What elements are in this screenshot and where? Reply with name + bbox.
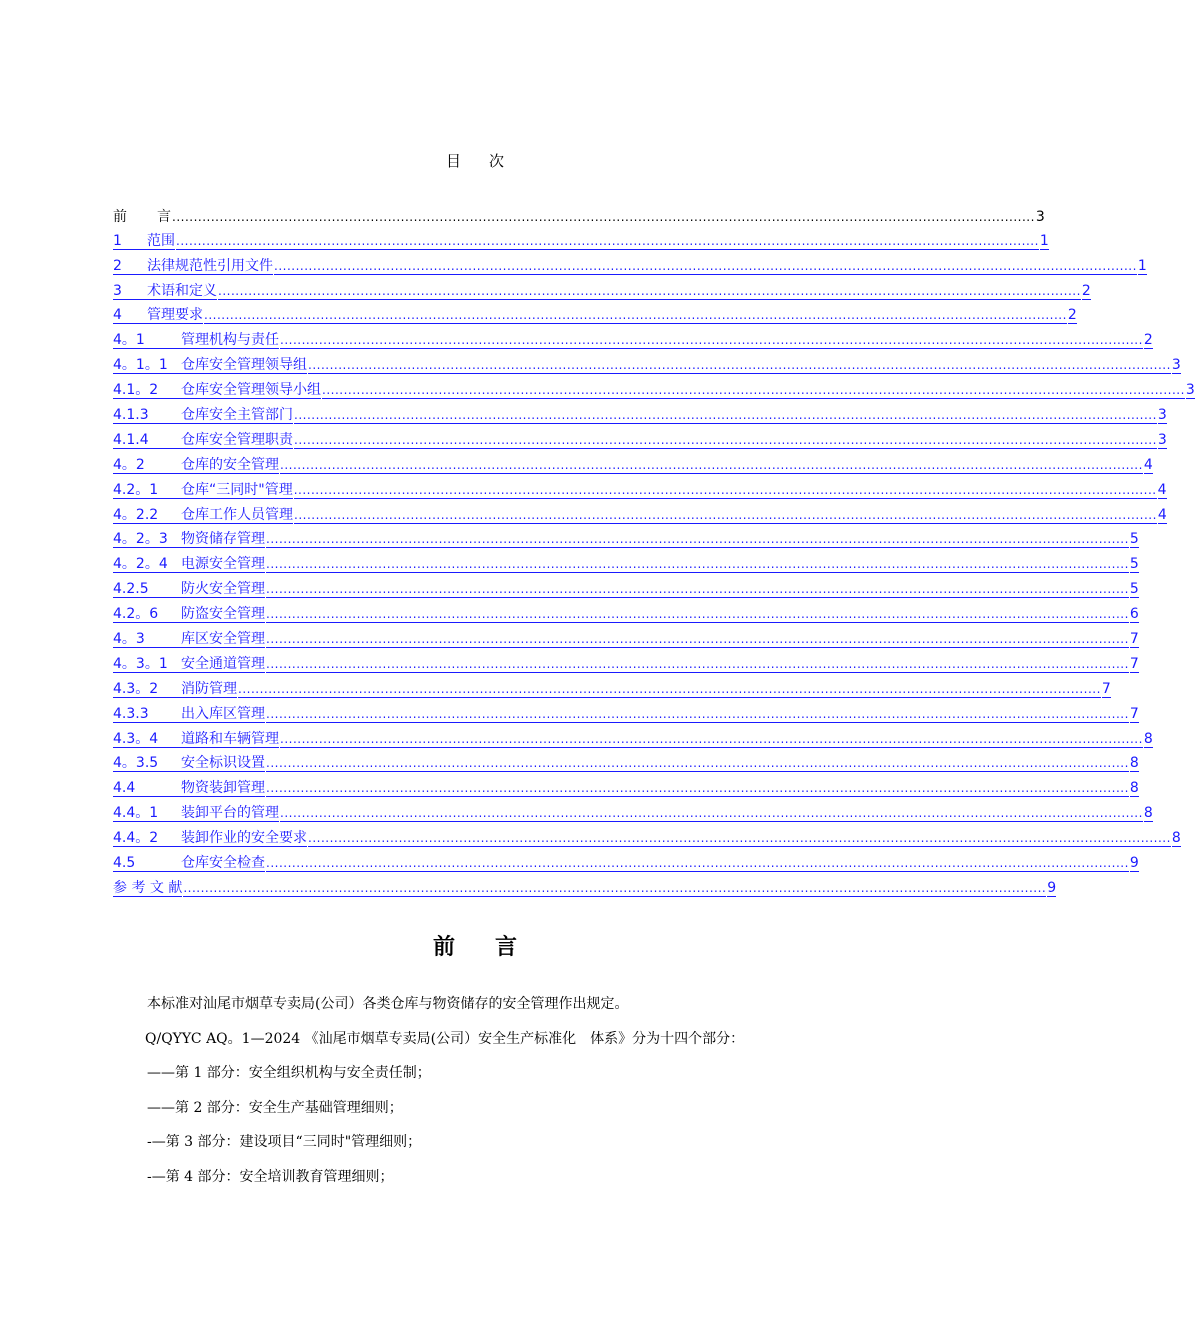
toc-dot-leader: ........................................................................................................................................................................................................ xyxy=(266,656,1129,671)
toc-entry-title: 仓库安全管理领导组 xyxy=(181,357,307,374)
toc-entry-title: 库区安全管理 xyxy=(181,631,265,648)
toc-entry-title: 防盗安全管理 xyxy=(181,606,265,623)
toc-entry[interactable] xyxy=(113,324,1153,349)
toc-dot-leader: ........................................................................................................................................................................................................ xyxy=(293,482,1157,497)
toc-entry-page: 4 xyxy=(1143,456,1153,473)
toc-entry-page: 4 xyxy=(1157,506,1167,523)
toc-entry-page: 7 xyxy=(1129,655,1139,672)
toc-dot-leader: ........................................................................................................................................................................................................ xyxy=(274,258,1137,273)
toc-entry[interactable] xyxy=(113,822,1181,847)
toc-dot-leader: ........................................................................................................................................................................................................ xyxy=(308,358,1171,373)
toc-entry-number: 4.3.3 xyxy=(113,705,149,722)
toc-entry-number: 前 xyxy=(113,208,127,225)
toc-entry-title: 仓库的安全管理 xyxy=(181,456,279,473)
toc-entry-title: 出入库区管理 xyxy=(181,705,265,722)
toc-entry-number: 4.2.5 xyxy=(113,581,149,598)
toc-entry-number: 3 xyxy=(113,282,122,299)
foreword-paragraph: ——第 2 部分：安全生产基础管理细则； xyxy=(147,1099,403,1116)
toc-entry-title: 道路和车辆管理 xyxy=(181,730,279,747)
toc-entry-number: 4.2。1 xyxy=(113,481,159,498)
toc-entry-label xyxy=(113,382,321,399)
toc-entry-label xyxy=(113,606,265,623)
toc-entry[interactable] xyxy=(113,250,1147,275)
foreword-paragraph: 本标准对汕尾市烟草专卖局(公司）各类仓库与物资储存的安全管理作出规定。 xyxy=(147,996,629,1012)
toc-entry-title: 管理机构与责任 xyxy=(181,332,279,349)
toc-dot-leader: ........................................................................................................................................................................................................ xyxy=(294,507,1157,522)
toc-entry-title: 仓库工作人员管理 xyxy=(181,506,293,523)
toc-dot-leader: ........................................................................................................................................................................................................ xyxy=(218,283,1081,298)
toc-entry-title: 仓库“三同时"管理 xyxy=(181,481,293,498)
toc-dot-leader: ........................................................................................................................................................................................................ xyxy=(294,408,1157,423)
toc-entry-page: 8 xyxy=(1171,830,1181,847)
toc-dot-leader: ........................................................................................................................................................................................................ xyxy=(322,383,1185,398)
toc-entry-title: 物资装卸管理 xyxy=(181,780,265,797)
toc-entry-page: 7 xyxy=(1129,705,1139,722)
toc-entry-number: 4。1 xyxy=(113,332,145,349)
toc-entry-label xyxy=(113,731,279,748)
toc-entry-number: 4。2。3 xyxy=(113,531,168,548)
foreword-paragraph: -—第 3 部分：建设项目“三同时"管理细则； xyxy=(147,1134,422,1150)
foreword-paragraph: -—第 4 部分：安全培训教育管理细则； xyxy=(147,1168,394,1185)
toc-dot-leader: ........................................................................................................................................................................................................ xyxy=(176,233,1039,248)
toc-entry-number: 4.1。2 xyxy=(113,382,159,399)
toc-entry[interactable] xyxy=(113,623,1139,648)
toc-entry-page: 7 xyxy=(1101,680,1111,697)
toc-entry-number: 4.3。2 xyxy=(113,680,159,697)
foreword-heading-char-2: 言 xyxy=(495,934,518,960)
toc-dot-leader: ........................................................................................................................................................................................................ xyxy=(204,308,1067,323)
toc-entry-label xyxy=(113,507,293,524)
toc-entry-page: 7 xyxy=(1129,631,1139,648)
toc-entry-page: 3 xyxy=(1035,208,1045,225)
toc-entry-page: 5 xyxy=(1129,531,1139,548)
toc-entry-page: 9 xyxy=(1129,855,1139,872)
toc-entry[interactable] xyxy=(113,524,1139,549)
toc-entry-label xyxy=(113,332,279,349)
foreword-heading xyxy=(0,930,950,961)
toc-entry xyxy=(113,200,1045,225)
toc-dot-leader: ........................................................................................................................................................................................................ xyxy=(183,880,1047,895)
toc-dot-leader: ........................................................................................................................................................................................................ xyxy=(172,209,1035,224)
toc-dot-leader: ........................................................................................................................................................................................................ xyxy=(280,457,1143,472)
foreword-body xyxy=(147,994,847,1201)
toc-entry-number: 1 xyxy=(113,232,122,249)
toc-dot-leader: ........................................................................................................................................................................................................ xyxy=(266,607,1129,622)
toc-title-char-1: 目 xyxy=(445,152,461,170)
toc-entry-number: 4.4。1 xyxy=(113,805,159,822)
toc-entry-number: 4。3.5 xyxy=(113,755,159,772)
foreword-paragraph: Q/QYYC AQ。1—2024 《汕尾市烟草专卖局(公司）安全生产标准化 体系》分为十四个部分： xyxy=(145,1030,745,1047)
toc-entry-title: 法律规范性引用文件 xyxy=(147,257,273,274)
toc-entry-page: 6 xyxy=(1129,606,1139,623)
toc-entry-label xyxy=(113,556,265,573)
toc-entry[interactable] xyxy=(113,424,1167,449)
toc-entry[interactable] xyxy=(113,225,1049,250)
toc-entry-number: 4.2。6 xyxy=(113,606,159,623)
toc-dot-leader: ........................................................................................................................................................................................................ xyxy=(266,557,1129,572)
toc-dot-leader: ........................................................................................................................................................................................................ xyxy=(280,806,1143,821)
toc-entry-number: 4。2。4 xyxy=(113,556,168,573)
toc-entry-title: 仓库安全检查 xyxy=(181,855,265,872)
toc-entry-page: 4 xyxy=(1157,481,1167,498)
toc-entry-label xyxy=(113,531,265,548)
toc-entry[interactable] xyxy=(113,698,1139,723)
toc-entry-title: 物资储存管理 xyxy=(181,531,265,548)
toc-entry-page: 8 xyxy=(1129,755,1139,772)
toc-entry-label xyxy=(113,581,265,598)
toc-dot-leader: ........................................................................................................................................................................................................ xyxy=(308,831,1171,846)
toc-entry[interactable] xyxy=(113,573,1139,598)
toc-entry-page: 1 xyxy=(1137,257,1147,274)
toc-entry-label xyxy=(113,283,217,300)
toc-entry[interactable] xyxy=(113,275,1091,300)
toc-entry[interactable] xyxy=(113,723,1153,748)
toc-entry-title: 术语和定义 xyxy=(147,282,217,299)
toc-entry-number: 2 xyxy=(113,257,122,274)
toc-entry-label xyxy=(113,706,265,723)
toc-dot-leader: ........................................................................................................................................................................................................ xyxy=(266,756,1129,771)
toc-dot-leader: ........................................................................................................................................................................................................ xyxy=(266,781,1129,796)
toc-entry-label xyxy=(113,656,265,673)
toc-entry-title: 装卸作业的安全要求 xyxy=(181,830,307,847)
toc-entry-label xyxy=(113,880,182,897)
toc-entry[interactable] xyxy=(113,872,1057,897)
toc-entry-title: 防火安全管理 xyxy=(181,581,265,598)
toc-entry-label xyxy=(113,209,171,225)
toc-entry-page: 3 xyxy=(1157,431,1167,448)
toc-entry-number: 4.1.4 xyxy=(113,431,149,448)
toc-entry-title: 仓库安全主管部门 xyxy=(181,407,293,424)
toc-entry-label xyxy=(113,233,175,250)
toc-entry-page: 8 xyxy=(1143,730,1153,747)
toc-dot-leader: ........................................................................................................................................................................................................ xyxy=(266,706,1129,721)
toc-entry[interactable] xyxy=(113,648,1139,673)
toc-entry-title: 安全标识设置 xyxy=(181,755,265,772)
toc-entry-number: 4。3。1 xyxy=(113,655,168,672)
toc-entry-label xyxy=(113,407,293,424)
toc-entry-page: 5 xyxy=(1129,556,1139,573)
toc-entry[interactable] xyxy=(113,847,1139,872)
toc-entry[interactable] xyxy=(113,300,1077,325)
toc-entry-title: 管理要求 xyxy=(147,307,203,324)
toc-entry[interactable] xyxy=(113,449,1153,474)
toc-dot-leader: ........................................................................................................................................................................................................ xyxy=(266,632,1129,647)
toc-entry-number: 4。3 xyxy=(113,631,145,648)
toc-dot-leader: ........................................................................................................................................................................................................ xyxy=(280,731,1143,746)
toc-entry-page: 3 xyxy=(1157,407,1167,424)
toc-dot-leader: ........................................................................................................................................................................................................ xyxy=(238,681,1101,696)
toc-entry-number: 4.5 xyxy=(113,855,136,872)
toc-dot-leader: ........................................................................................................................................................................................................ xyxy=(266,582,1129,597)
toc-entry-title: 仓库安全管理领导小组 xyxy=(181,382,321,399)
table-of-contents xyxy=(113,200,1195,897)
toc-entry-title: 言 xyxy=(157,208,171,225)
toc-entry-label xyxy=(113,830,307,847)
toc-dot-leader: ........................................................................................................................................................................................................ xyxy=(266,532,1129,547)
toc-entry[interactable] xyxy=(113,499,1167,524)
toc-entry-label xyxy=(113,755,265,772)
toc-entry-number: 4.1.3 xyxy=(113,407,149,424)
toc-title-char-2: 次 xyxy=(489,152,505,170)
toc-entry[interactable] xyxy=(113,772,1139,797)
toc-entry-page: 3 xyxy=(1171,357,1181,374)
toc-entry-number: 4 xyxy=(113,307,122,324)
toc-entry-number: 4.3。4 xyxy=(113,730,159,747)
toc-entry-label xyxy=(113,357,307,374)
toc-entry-title: 电源安全管理 xyxy=(181,556,265,573)
toc-entry-label xyxy=(113,681,237,698)
foreword-paragraph: ——第 1 部分：安全组织机构与安全责任制； xyxy=(147,1065,431,1081)
toc-entry-page: 9 xyxy=(1047,879,1057,896)
toc-entry-page: 8 xyxy=(1143,805,1153,822)
toc-entry-page: 8 xyxy=(1129,780,1139,797)
toc-dot-leader: ........................................................................................................................................................................................................ xyxy=(294,432,1157,447)
toc-entry[interactable] xyxy=(113,673,1111,698)
toc-entry-label xyxy=(113,482,293,499)
toc-entry-label xyxy=(113,307,203,324)
toc-entry-label xyxy=(113,805,279,822)
toc-dot-leader: ........................................................................................................................................................................................................ xyxy=(280,333,1143,348)
toc-entry-page: 5 xyxy=(1129,581,1139,598)
toc-entry-page: 2 xyxy=(1081,282,1091,299)
toc-entry-number: 4。2 xyxy=(113,456,145,473)
toc-entry-number: 4.4。2 xyxy=(113,830,159,847)
toc-title xyxy=(0,150,950,171)
toc-entry[interactable] xyxy=(113,598,1139,623)
toc-dot-leader: ........................................................................................................................................................................................................ xyxy=(266,856,1129,871)
toc-entry-label xyxy=(113,457,279,474)
toc-entry-page: 2 xyxy=(1067,307,1077,324)
toc-entry[interactable] xyxy=(113,797,1153,822)
toc-entry-title: 消防管理 xyxy=(181,680,237,697)
toc-entry[interactable] xyxy=(113,474,1167,499)
toc-entry-title: 范围 xyxy=(147,232,175,249)
toc-entry[interactable] xyxy=(113,748,1139,773)
toc-entry-page: 2 xyxy=(1143,332,1153,349)
toc-entry-title: 参 考 文 献 xyxy=(113,879,183,896)
toc-entry[interactable] xyxy=(113,374,1195,399)
toc-entry-label xyxy=(113,780,265,797)
toc-entry-label xyxy=(113,432,293,449)
toc-entry-number: 4。1。1 xyxy=(113,357,168,374)
toc-entry-label xyxy=(113,631,265,648)
toc-entry-label xyxy=(113,855,265,872)
foreword-heading-char-1: 前 xyxy=(432,934,455,960)
toc-entry[interactable] xyxy=(113,399,1167,424)
toc-entry-number: 4.4 xyxy=(113,780,136,797)
toc-entry-title: 仓库安全管理职责 xyxy=(181,431,293,448)
toc-entry[interactable] xyxy=(113,548,1139,573)
toc-entry-page: 3 xyxy=(1185,382,1195,399)
toc-entry-title: 安全通道管理 xyxy=(181,655,265,672)
toc-entry-page: 1 xyxy=(1039,232,1049,249)
toc-entry-label xyxy=(113,258,273,275)
toc-entry-number: 4。2.2 xyxy=(113,506,159,523)
toc-entry[interactable] xyxy=(113,349,1181,374)
toc-entry-title: 装卸平台的管理 xyxy=(181,805,279,822)
